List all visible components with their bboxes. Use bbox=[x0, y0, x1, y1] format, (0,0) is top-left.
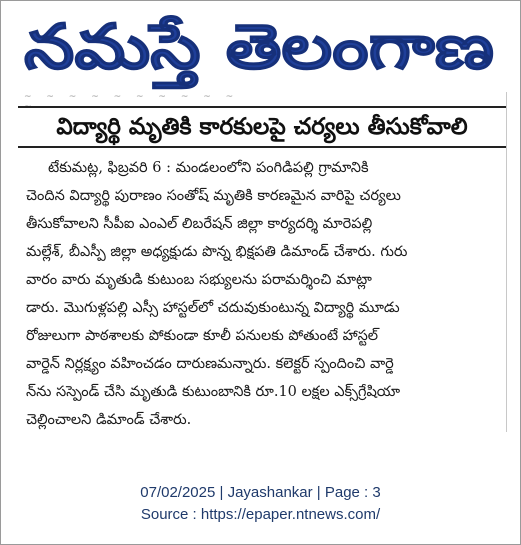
article-line: న్‌ను సస్పెండ్ చేసి మృతుడి కుటుంబానికి రూ.10 లక్షల ఎక్స్‌గ్రేషియా bbox=[26, 384, 401, 400]
article-line: డారు. మొగుళ్లపల్లి ఎస్సీ హాస్టల్‌లో చదువుకుంటున్న విద్యార్థి మూడు bbox=[26, 300, 400, 316]
article-line: చెల్లించాలని డిమాండ్ చేశారు. bbox=[26, 412, 192, 428]
article-body bbox=[26, 154, 494, 434]
article-headline: విద్యార్థి మృతికి కారకులపై చర్యలు తీసుకోవాలి bbox=[18, 106, 506, 148]
article-line: వారం వారు మృతుడి కుటుంబ సభ్యులను పరామర్శించి మాట్లా bbox=[26, 272, 372, 288]
clipped-text-fragment: ~ ~ ~ ~ ~ ~ ~ ~ ~ ~ ~ bbox=[24, 92, 240, 112]
edition-info: 07/02/2025 | Jayashankar | Page : 3 bbox=[140, 484, 381, 501]
news-clipping bbox=[18, 92, 507, 432]
article-line: మల్లేశ్, బీఎస్పీ జిల్లా అధ్యక్షుడు పొన్న భిక్షపతి డిమాండ్ చేశారు. గురు bbox=[26, 244, 408, 260]
article-line: తీసుకోవాలని సీపీఐ ఎంఎల్ లిబరేషన్ జిల్లా కార్యదర్శి మారెపల్లి bbox=[26, 216, 373, 232]
newspaper-masthead bbox=[20, 2, 498, 86]
masthead-logo bbox=[20, 2, 498, 86]
article-line: రోజులుగా పాఠశాలకు పోకుండా కూలీ పనులకు పోతుంటే హాస్టల్ bbox=[26, 328, 379, 344]
source-caption bbox=[0, 482, 521, 526]
masthead-title: నమస్తే తెలంగాణ bbox=[24, 10, 431, 83]
article-line: చెందిన విద్యార్థి పురాణం సంతోష్ మృతికి కారణమైన వారిపై చర్యలు bbox=[26, 188, 401, 204]
article-line: వార్డెన్ నిర్లక్ష్యం వహించడం దారుణమన్నారు. కలెక్టర్ స్పందించి వార్డె bbox=[26, 356, 394, 372]
source-url: Source : https://epaper.ntnews.com/ bbox=[140, 506, 381, 523]
article-line: టేకుమట్ల, ఫిబ్రవరి 6 : మండలంలోని పంగిడిపల్లి గ్రామానికి bbox=[48, 160, 369, 176]
